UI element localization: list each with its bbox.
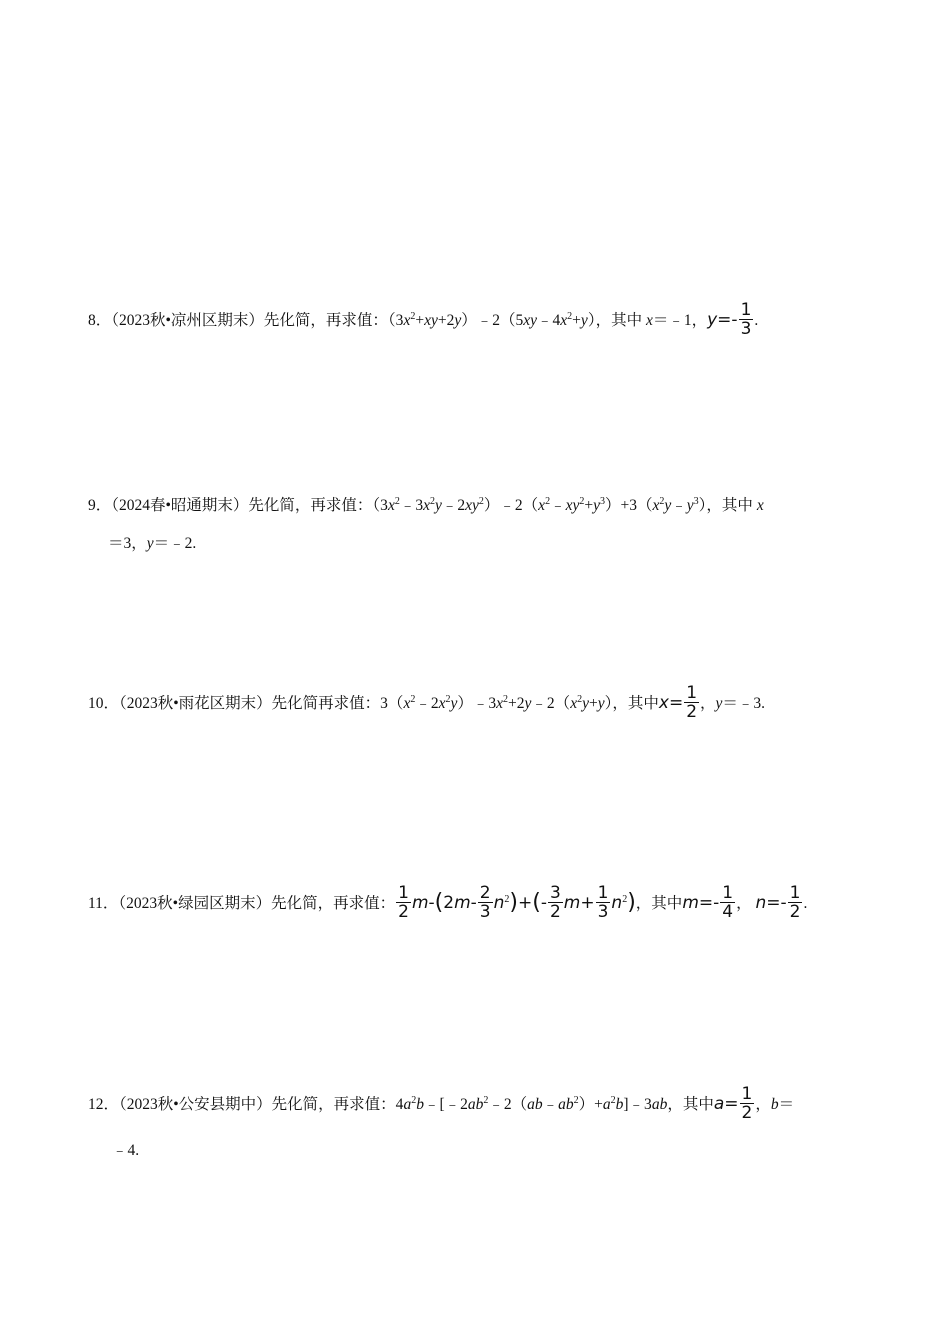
text-run: ），其中 <box>604 695 659 713</box>
text-run: - <box>428 893 435 914</box>
text-run: xy <box>465 497 479 514</box>
text-run: y <box>146 535 154 552</box>
text-run: ) <box>509 889 518 915</box>
text-run: xy <box>523 312 538 330</box>
text-run: ab <box>558 1096 574 1114</box>
superscript: 3 <box>599 495 605 507</box>
text-run: ，其中 <box>635 895 683 913</box>
text-run: ab <box>651 1096 668 1114</box>
text-run: x <box>570 695 578 713</box>
text-run: 8．（2023秋•凉州区期末）先化简，再求值：（3 <box>88 312 404 330</box>
fraction-denominator: 2 <box>741 1103 753 1123</box>
text-run: xy <box>565 497 580 514</box>
text-run: ﹣3 <box>399 497 424 514</box>
text-run: m <box>454 893 471 914</box>
text-run: x <box>645 312 653 330</box>
superscript: 2 <box>567 310 573 322</box>
superscript: 2 <box>545 495 551 507</box>
text-run: ab <box>467 1096 484 1114</box>
text-run: . <box>803 895 808 913</box>
fraction-numerator: 2 <box>479 883 491 903</box>
problem-line <box>108 534 196 554</box>
text-run: =- <box>717 310 738 331</box>
superscript: 2 <box>394 495 400 507</box>
fraction <box>720 884 735 921</box>
fraction <box>740 1085 755 1122</box>
text-run: ）﹣3 <box>457 695 497 713</box>
superscript: 2 <box>411 1094 417 1106</box>
superscript: 2 <box>504 893 510 905</box>
text-run: y <box>593 497 600 514</box>
problem-line <box>88 300 759 340</box>
superscript: 2 <box>659 495 665 507</box>
text-run: x <box>496 695 504 713</box>
text-run: ）+3（ <box>604 497 653 514</box>
text-run: + <box>517 893 533 914</box>
text-run: ＝﹣3. <box>722 695 766 713</box>
text-run: a <box>713 1094 725 1115</box>
text-run: + <box>588 695 598 713</box>
fraction <box>396 884 411 921</box>
fraction-denominator: 2 <box>549 902 561 922</box>
text-run: x <box>538 497 546 514</box>
text-run: xy <box>424 312 438 330</box>
superscript: 2 <box>483 1094 489 1106</box>
text-run: a <box>403 1096 412 1114</box>
fraction <box>478 884 493 921</box>
text-run: y <box>715 695 723 713</box>
fraction-denominator: 2 <box>789 902 801 922</box>
fraction-denominator: 4 <box>722 902 734 922</box>
text-run: x <box>403 312 411 330</box>
text-run: + <box>584 497 594 514</box>
text-run: x <box>423 497 430 514</box>
superscript: 2 <box>573 1094 579 1106</box>
text-run: = <box>724 1094 739 1115</box>
text-run: ( <box>532 889 541 915</box>
text-run: 11．（2023秋•绿园区期末）先化简，再求值： <box>88 895 396 913</box>
text-run: x <box>560 312 568 330</box>
text-run: ＝﹣1， <box>652 312 708 330</box>
text-run: . <box>754 312 759 330</box>
problem-line <box>112 1141 139 1161</box>
superscript: 2 <box>478 495 484 507</box>
fraction-denominator: 3 <box>740 319 752 339</box>
text-run: a <box>602 1096 611 1114</box>
text-run: ＝ <box>778 1096 795 1114</box>
fraction-numerator: 1 <box>722 883 734 903</box>
superscript: 2 <box>503 693 509 705</box>
text-run: y <box>434 497 442 514</box>
fraction <box>788 884 803 921</box>
text-run: ab <box>527 1096 543 1114</box>
problem-line <box>88 683 766 723</box>
fraction-numerator: 1 <box>686 683 698 703</box>
text-run: y <box>707 310 718 331</box>
fraction <box>548 884 563 921</box>
text-run: x <box>387 497 395 514</box>
text-run: ( <box>434 889 444 915</box>
text-run: - <box>470 893 477 914</box>
fraction-denominator: 2 <box>686 702 698 722</box>
text-run: = <box>668 693 684 714</box>
text-run: x <box>438 695 446 713</box>
superscript: 2 <box>429 495 435 507</box>
text-run: y <box>524 695 532 713</box>
fraction-numerator: 3 <box>549 883 561 903</box>
text-run: ， <box>755 1096 771 1114</box>
text-run: =- <box>766 893 787 914</box>
text-run: ﹣ <box>671 497 687 514</box>
text-run: b <box>416 1096 424 1114</box>
fraction-denominator: 2 <box>398 902 409 922</box>
text-run: + <box>415 312 425 330</box>
text-run: ﹣ <box>550 497 566 514</box>
fraction <box>596 884 611 921</box>
fraction-denominator: 3 <box>597 902 609 922</box>
text-run: m <box>411 893 429 914</box>
superscript: 2 <box>579 495 585 507</box>
text-run: x <box>756 497 764 514</box>
text-run: y <box>597 695 605 713</box>
text-run: ﹣ <box>542 1096 559 1114</box>
text-run: ）﹣2（ <box>483 497 539 514</box>
problem-line <box>88 496 764 516</box>
fraction-numerator: 1 <box>740 300 752 320</box>
text-run: m <box>682 893 699 914</box>
text-run: y <box>580 312 588 330</box>
text-run: y <box>582 695 589 713</box>
text-run: ﹣2 <box>415 695 439 713</box>
superscript: 2 <box>410 310 416 322</box>
superscript: 2 <box>577 693 583 705</box>
text-run: n <box>493 893 505 914</box>
fraction <box>739 301 754 338</box>
text-run: b <box>615 1096 624 1114</box>
text-run: ），其中 <box>587 312 646 330</box>
text-run: x <box>403 695 411 713</box>
text-run: ， <box>736 895 756 913</box>
superscript: 2 <box>622 893 628 905</box>
fraction-numerator: 1 <box>597 883 609 903</box>
text-run: + <box>580 893 595 914</box>
text-run: 12．（2023秋•公安县期中）先化简，再求值：4 <box>88 1096 404 1114</box>
fraction-numerator: 1 <box>398 883 409 903</box>
text-run: ﹣4 <box>537 312 561 330</box>
text-run: n <box>755 893 767 914</box>
text-run: ﹣[﹣2 <box>423 1096 468 1114</box>
text-run: ﹣2 <box>441 497 466 514</box>
text-run: +2 <box>508 695 525 713</box>
fraction-denominator: 3 <box>479 902 491 922</box>
fraction <box>684 684 699 721</box>
text-run: y <box>664 497 672 514</box>
text-run: ﹣4. <box>112 1142 140 1159</box>
text-run: ＝﹣2. <box>153 535 197 552</box>
text-run: - <box>540 893 547 914</box>
text-run: 9．（2024春•昭通期末）先化简，再求值：（3 <box>88 497 388 514</box>
superscript: 2 <box>610 1094 616 1106</box>
superscript: 2 <box>410 693 416 705</box>
fraction-numerator: 1 <box>741 1084 753 1104</box>
text-run: + <box>572 312 581 330</box>
text-run: ﹣2（ <box>531 695 571 713</box>
text-run: ， <box>700 695 716 713</box>
text-run: ）﹣2（5 <box>461 312 524 330</box>
text-run: ]﹣3 <box>623 1096 652 1114</box>
text-run: m <box>563 893 581 914</box>
text-run: y <box>450 695 458 713</box>
text-run: +2 <box>437 312 455 330</box>
text-run: x <box>652 497 660 514</box>
text-run: y <box>686 497 694 514</box>
text-run: 10．（2023秋•雨花区期末）先化简再求值：3（ <box>88 695 404 713</box>
text-run: ），其中 <box>698 497 757 514</box>
text-run: ）+ <box>578 1096 603 1114</box>
text-run: ) <box>627 889 636 915</box>
text-run: x <box>658 693 669 714</box>
text-run: ＝3， <box>108 535 147 552</box>
text-run: ，其中 <box>667 1096 714 1114</box>
text-run: =- <box>698 893 720 914</box>
text-run: n <box>611 893 623 914</box>
text-run: y <box>454 312 462 330</box>
text-run: 2 <box>443 893 455 914</box>
superscript: 3 <box>693 495 699 507</box>
problem-line <box>88 883 808 923</box>
text-run: ﹣2（ <box>488 1096 528 1114</box>
fraction-numerator: 1 <box>789 883 801 903</box>
text-run: b <box>770 1096 779 1114</box>
superscript: 2 <box>445 693 451 705</box>
problem-line <box>88 1084 795 1124</box>
